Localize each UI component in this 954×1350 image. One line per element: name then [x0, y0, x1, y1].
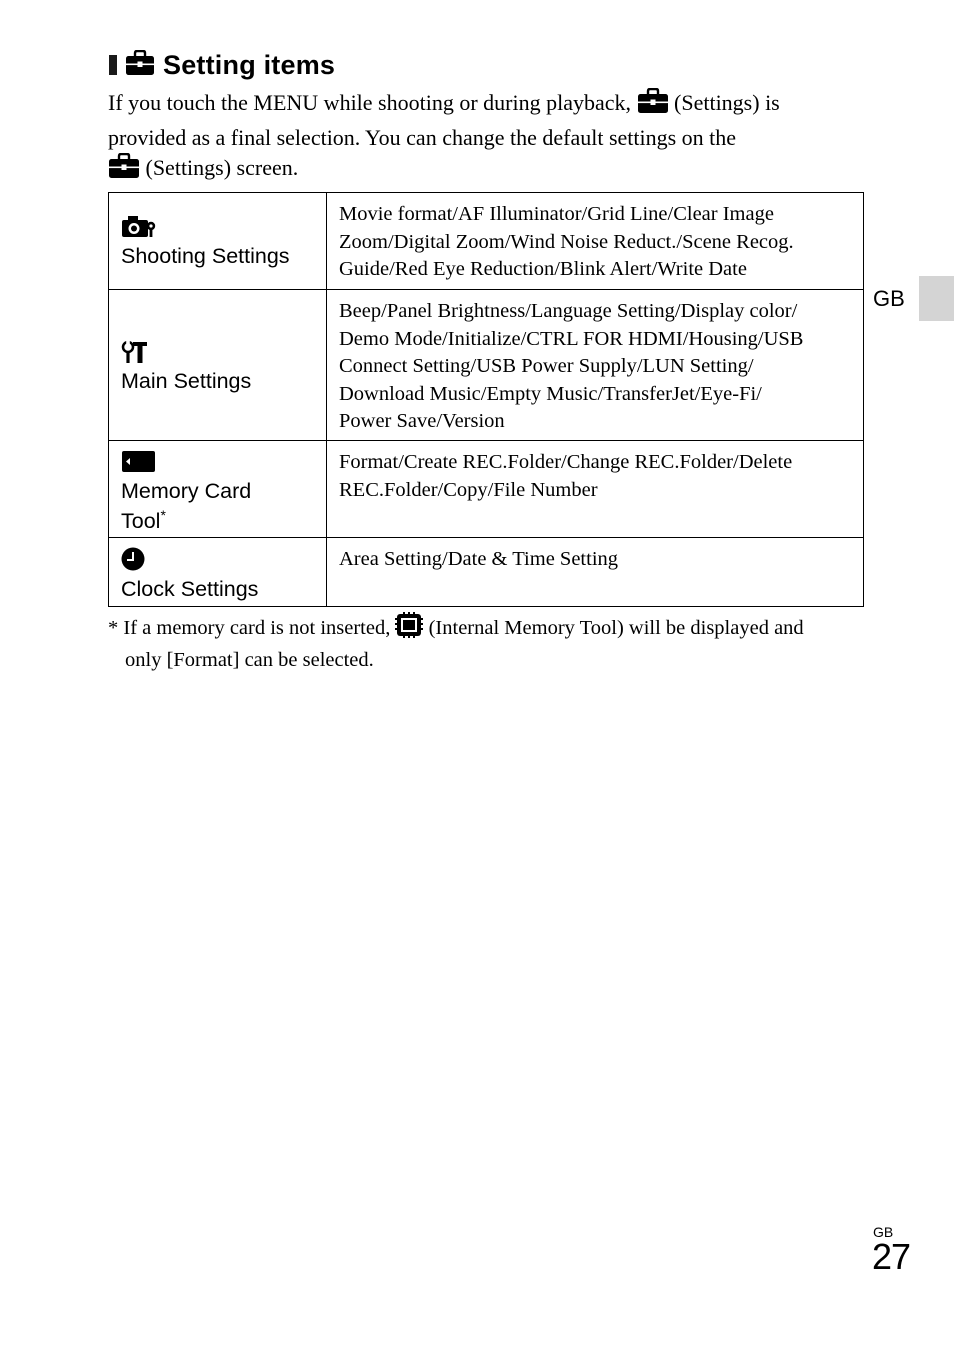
footnote-marker: *: [160, 507, 166, 523]
items-cell: [327, 538, 864, 607]
clock-icon: [121, 547, 314, 577]
intro-text-1a: If you touch the MENU while shooting or during playback,: [108, 90, 632, 115]
category-cell: [109, 538, 327, 607]
category-name: Clock Settings: [121, 577, 259, 601]
table-row: [109, 538, 864, 607]
category-cell: [109, 193, 327, 290]
camera-settings-icon: [121, 215, 314, 244]
category-name: Memory Card: [121, 479, 252, 503]
section-heading: [109, 46, 335, 84]
items-line: Connect Setting/USB Power Supply/LUN Setting/: [339, 355, 754, 377]
items-cell: [327, 441, 864, 538]
footnote-text-1b: (Internal Memory Tool) will be displayed and: [428, 617, 804, 639]
internal-memory-icon: [395, 612, 423, 647]
heading-bar: [109, 55, 117, 75]
side-tab-label: GB: [873, 286, 905, 311]
category-name-line2: [121, 503, 314, 533]
table-row: [109, 193, 864, 290]
toolbox-icon: [125, 50, 155, 81]
category-name: Tool: [121, 509, 161, 533]
items-line: REC.Folder/Copy/File Number: [339, 478, 598, 501]
table-row: [109, 441, 864, 538]
items-line: Demo Mode/Initialize/CTRL FOR HDMI/Housing/USB: [339, 327, 804, 350]
page-title: Setting items: [163, 49, 336, 80]
footnote-marker: *: [108, 617, 119, 639]
memory-card-icon: [121, 450, 314, 479]
items-cell: [327, 290, 864, 441]
wrench-icon: [121, 340, 314, 369]
items-line: Power Save/Version: [339, 410, 505, 432]
items-cell: [327, 193, 864, 290]
items-line: Zoom/Digital Zoom/Wind Noise Reduct./Scene Recog.: [339, 230, 794, 253]
category-cell: [109, 290, 327, 441]
intro-paragraph: [108, 88, 868, 188]
table-row: [109, 290, 864, 441]
category-cell: [109, 441, 327, 538]
items-line: Movie format/AF Illuminator/Grid Line/Clear Image: [339, 203, 774, 225]
items-line: Beep/Panel Brightness/Language Setting/Display color/: [339, 300, 798, 322]
intro-text-2: provided as a final selection. You can change the default settings on the: [108, 124, 737, 150]
intro-text-3: (Settings) screen.: [145, 155, 299, 180]
toolbox-icon: [637, 88, 669, 123]
settings-table: [108, 192, 864, 607]
side-tab: [919, 276, 954, 321]
page-number: 27: [872, 1236, 911, 1277]
items-line: Guide/Red Eye Reduction/Blink Alert/Write Date: [339, 258, 747, 280]
items-line: Area Setting/Date & Time Setting: [339, 548, 619, 570]
items-line: Download Music/Empty Music/TransferJet/Eye-Fi/: [339, 382, 762, 405]
footnote-text-1a: If a memory card is not inserted,: [123, 617, 391, 639]
items-line: Format/Create REC.Folder/Change REC.Folder/Delete: [339, 451, 793, 473]
footnote-text-2: only [Format] can be selected.: [125, 648, 374, 671]
toolbox-icon: [108, 153, 140, 188]
intro-text-1b: (Settings) is: [674, 90, 780, 115]
footnote: [108, 612, 868, 674]
category-name: Main Settings: [121, 369, 252, 393]
page-region-label: GB: [873, 1224, 894, 1240]
category-name: Shooting Settings: [121, 244, 290, 268]
